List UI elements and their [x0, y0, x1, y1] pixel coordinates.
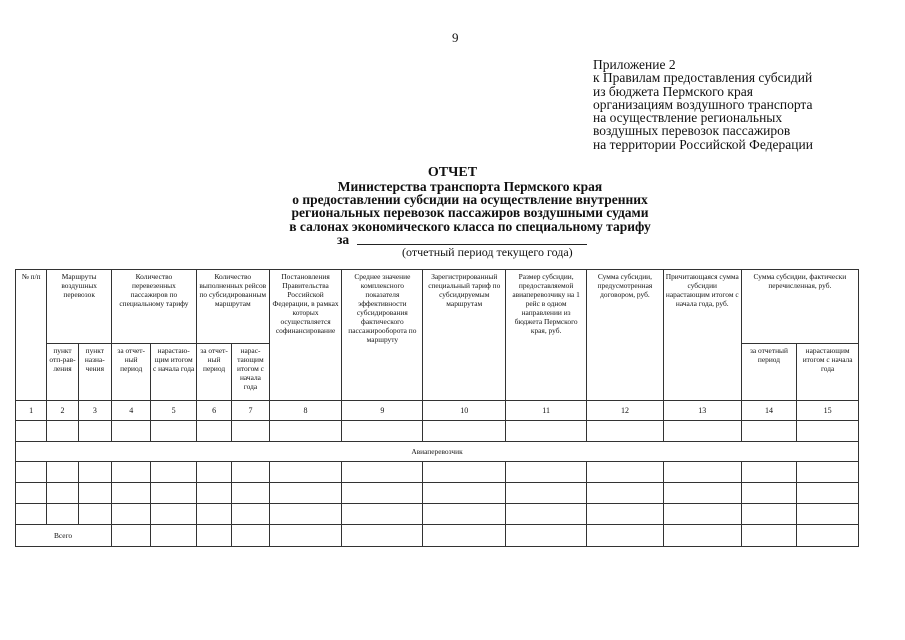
- appendix-line: из бюджета Пермского края: [593, 83, 753, 99]
- table-cell[interactable]: [587, 483, 664, 504]
- table-cell[interactable]: [423, 504, 506, 525]
- table-cell[interactable]: [269, 462, 342, 483]
- appendix-line: организациям воздушного транспорта: [593, 96, 813, 112]
- table-cell[interactable]: [663, 483, 741, 504]
- column-number: 9: [342, 401, 423, 421]
- table-cell[interactable]: [151, 462, 196, 483]
- table-cell[interactable]: [506, 462, 587, 483]
- report-table: [15, 269, 859, 547]
- table-cell[interactable]: [269, 504, 342, 525]
- table-row: [16, 483, 859, 504]
- table-cell[interactable]: [112, 462, 151, 483]
- table-cell[interactable]: [663, 525, 741, 547]
- table-cell[interactable]: [741, 421, 797, 442]
- table-cell[interactable]: [342, 525, 423, 547]
- appendix-line: воздушных перевозок пассажиров: [593, 123, 791, 139]
- table-cell[interactable]: [423, 462, 506, 483]
- table-cell[interactable]: [797, 483, 859, 504]
- appendix-line: на территории Российской Федерации: [593, 136, 813, 152]
- table-cell[interactable]: [506, 483, 587, 504]
- header-flights-period: за отчет-ный период: [196, 344, 231, 401]
- table-cell[interactable]: [423, 483, 506, 504]
- table-cell[interactable]: [112, 421, 151, 442]
- carrier-row: [16, 442, 859, 462]
- table-cell[interactable]: [741, 504, 797, 525]
- table-cell[interactable]: [151, 525, 196, 547]
- table-cell[interactable]: [506, 504, 587, 525]
- subtitle-line: Министерства транспорта Пермского края: [337, 179, 603, 194]
- table-cell[interactable]: [797, 462, 859, 483]
- table-cell[interactable]: [741, 483, 797, 504]
- table-cell[interactable]: [797, 504, 859, 525]
- table-cell[interactable]: [232, 462, 269, 483]
- header-tariff: Зарегистрированный специальный тариф по субсидируемым маршрутам: [423, 270, 506, 401]
- header-passengers-cumulative: нарастаю-щим итогом с начала года: [151, 344, 196, 401]
- appendix-line: к Правилам предоставления субсидий: [593, 70, 813, 86]
- table-cell[interactable]: [47, 483, 78, 504]
- table-cell[interactable]: [423, 525, 506, 547]
- page-number: 9: [452, 30, 459, 45]
- table-cell[interactable]: [342, 421, 423, 442]
- total-label: Всего: [16, 525, 112, 547]
- table-cell[interactable]: [196, 483, 231, 504]
- table-cell[interactable]: [47, 462, 78, 483]
- table-cell[interactable]: [741, 462, 797, 483]
- table-cell[interactable]: [423, 421, 506, 442]
- column-number: 2: [47, 401, 78, 421]
- table-cell[interactable]: [112, 483, 151, 504]
- table-cell[interactable]: [196, 421, 231, 442]
- table-cell[interactable]: [232, 525, 269, 547]
- header-actual-period: за отчетный период: [741, 344, 797, 401]
- table-cell[interactable]: [232, 504, 269, 525]
- table-row: [16, 504, 859, 525]
- header-flights: Количество выполненных рейсов по субсидированным маршрутам: [196, 270, 269, 344]
- table-cell[interactable]: [151, 421, 196, 442]
- header-route-to: пункт назна-чения: [78, 344, 111, 401]
- subtitle-line: региональных перевозок пассажиров воздушными судами: [291, 205, 649, 221]
- table-cell[interactable]: [151, 483, 196, 504]
- table-cell[interactable]: [112, 525, 151, 547]
- table-cell[interactable]: [797, 421, 859, 442]
- subtitle-line: о предоставлении субсидии на осуществление внутренних: [292, 192, 648, 208]
- period-hint: (отчетный период текущего года): [402, 245, 573, 259]
- table-cell[interactable]: [47, 421, 78, 442]
- table-cell[interactable]: [151, 504, 196, 525]
- column-number: 1: [16, 401, 47, 421]
- header-contract-sum: Сумма субсидии, предусмотренная договором, руб.: [587, 270, 664, 401]
- table-cell[interactable]: [269, 525, 342, 547]
- subtitle-line: в салонах экономического класса по специальному тарифу: [289, 218, 651, 234]
- header-subsidy-size: Размер субсидии, предоставляемой авиаперевозчику на 1 рейс в одном направлении из бюджета Пермского края, руб.: [506, 270, 587, 401]
- table-cell[interactable]: [232, 421, 269, 442]
- table-cell[interactable]: [342, 504, 423, 525]
- table-cell[interactable]: [78, 504, 111, 525]
- table-cell[interactable]: [663, 504, 741, 525]
- table-cell[interactable]: [587, 504, 664, 525]
- table-cell[interactable]: [587, 525, 664, 547]
- column-number: 13: [663, 401, 741, 421]
- column-number: 7: [232, 401, 269, 421]
- table-cell[interactable]: [16, 483, 47, 504]
- table-cell[interactable]: [663, 421, 741, 442]
- total-row: [16, 525, 859, 547]
- column-number: 5: [151, 401, 196, 421]
- period-prefix: за: [337, 232, 350, 247]
- column-number: 3: [78, 401, 111, 421]
- column-number: 4: [112, 401, 151, 421]
- header-passengers-period: за отчет-ный период: [112, 344, 151, 401]
- table-cell[interactable]: [741, 525, 797, 547]
- header-route-from: пункт отп-рав-ления: [47, 344, 78, 401]
- header-efficiency: Среднее значение комплексного показателя эффективности субсидирования фактического пассажирооборота по маршруту: [342, 270, 423, 401]
- table-row: [16, 462, 859, 483]
- header-routes: Маршруты воздушных перевозок: [47, 270, 112, 344]
- table-cell[interactable]: [47, 504, 78, 525]
- table-cell[interactable]: [16, 462, 47, 483]
- table-cell[interactable]: [78, 483, 111, 504]
- table-cell[interactable]: [342, 462, 423, 483]
- column-number: 6: [196, 401, 231, 421]
- table-cell[interactable]: [16, 504, 47, 525]
- table-cell[interactable]: [587, 462, 664, 483]
- table-cell[interactable]: [78, 462, 111, 483]
- table-cell[interactable]: [196, 504, 231, 525]
- carrier-label: Авиаперевозчик: [16, 442, 859, 462]
- appendix-line: на осуществление региональных: [593, 110, 783, 126]
- table-cell[interactable]: [112, 504, 151, 525]
- column-number: 11: [506, 401, 587, 421]
- table-cell[interactable]: [196, 525, 231, 547]
- table-cell[interactable]: [269, 421, 342, 442]
- table-cell[interactable]: [342, 483, 423, 504]
- table-cell[interactable]: [78, 421, 111, 442]
- header-actual-sum: Сумма субсидии, фактически перечисленная, руб.: [741, 270, 858, 344]
- header-num: № п/п: [16, 270, 47, 401]
- appendix-block: [593, 58, 893, 151]
- header-flights-cumulative: нарас-тающим итогом с начала года: [232, 344, 269, 401]
- column-number: 10: [423, 401, 506, 421]
- report-subtitle: [230, 180, 710, 233]
- table-cell[interactable]: [196, 462, 231, 483]
- report-title: ОТЧЕТ: [427, 165, 478, 180]
- column-number: 8: [269, 401, 342, 421]
- column-number: 15: [797, 401, 859, 421]
- table-row: [16, 421, 859, 442]
- column-number: 14: [741, 401, 797, 421]
- table-cell[interactable]: [663, 462, 741, 483]
- table-cell[interactable]: [506, 421, 587, 442]
- column-number-row: [16, 401, 859, 421]
- header-resolution: Постановления Правительства Российской Федерации, в рамках которых осуществляется софинансирование: [269, 270, 342, 401]
- table-cell[interactable]: [587, 421, 664, 442]
- table-cell[interactable]: [232, 483, 269, 504]
- header-actual-cumulative: нарастающим итогом с начала года: [797, 344, 859, 401]
- table-cell[interactable]: [16, 421, 47, 442]
- column-number: 12: [587, 401, 664, 421]
- table-cell[interactable]: [506, 525, 587, 547]
- header-passengers: Количество перевезенных пассажиров по специальному тарифу: [112, 270, 197, 344]
- header-due-sum: Причитающаяся сумма субсидии нарастающим итогом с начала года, руб.: [663, 270, 741, 401]
- table-cell[interactable]: [269, 483, 342, 504]
- table-cell[interactable]: [797, 525, 859, 547]
- appendix-line: Приложение 2: [593, 57, 676, 72]
